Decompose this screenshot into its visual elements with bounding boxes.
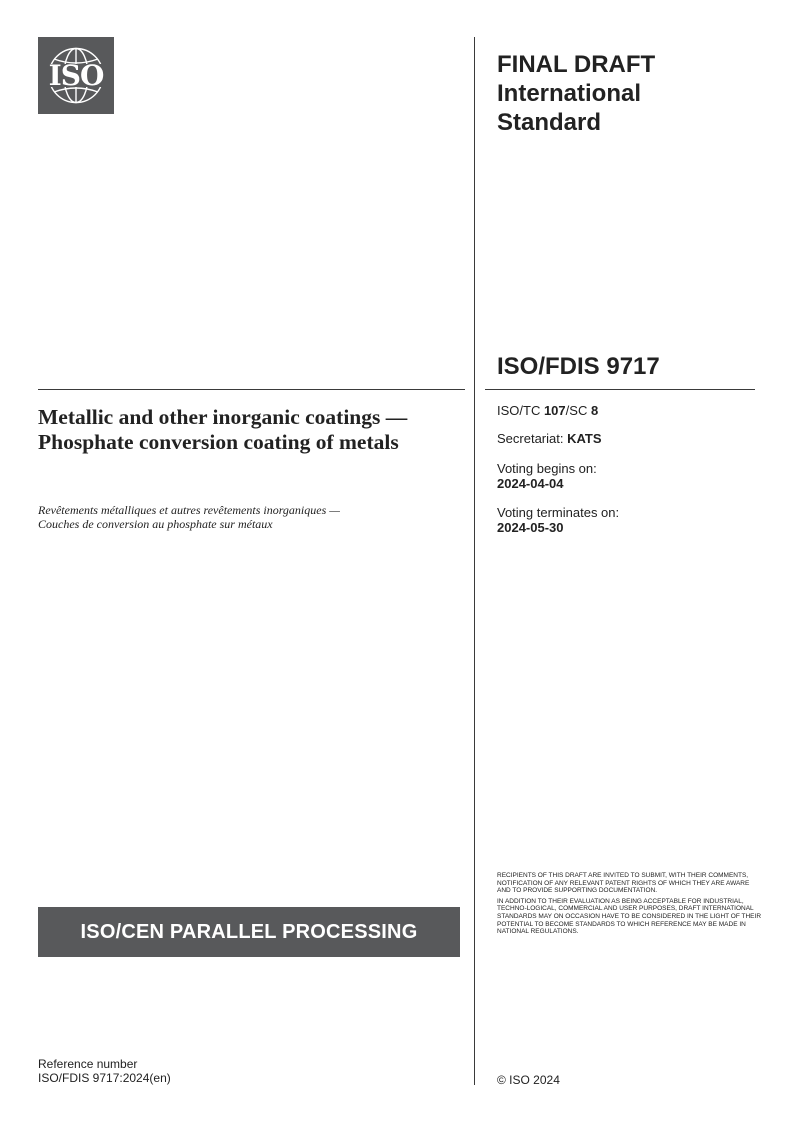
notice-paragraph-1: RECIPIENTS OF THIS DRAFT ARE INVITED TO SUBMIT, WITH THEIR COMMENTS, NOTIFICATION OF ANY RELEVANT PATENT RIGHTS OF WHICH THEY ARE AWARE AND TO PROVIDE SUPPORTING DOCUMENTATION. [497, 872, 750, 895]
horizontal-rule-left [38, 389, 465, 390]
reference-number [38, 1058, 171, 1085]
reference-value: ISO/FDIS 9717:2024(en) [38, 1070, 171, 1085]
voting-terminates-date: 2024-05-30 [497, 520, 564, 535]
logo-text: ISO [48, 59, 104, 92]
status-line-1: FINAL DRAFT [497, 51, 656, 78]
parallel-processing-banner: ISO/CEN PARALLEL PROCESSING [38, 907, 460, 957]
sc-number: 8 [590, 403, 599, 418]
voting-begins-date: 2024-04-04 [497, 476, 564, 491]
tc-number: 107 [543, 403, 566, 418]
title-french-line-2: Couches de conversion au phosphate sur métaux [38, 517, 273, 531]
horizontal-rule-right [485, 389, 755, 390]
secretariat-label: Secretariat: [497, 431, 568, 446]
tc-prefix: ISO/TC [497, 403, 544, 418]
copyright: © ISO 2024 [497, 1073, 560, 1087]
document-status [497, 50, 757, 137]
status-line-2: International [497, 80, 642, 107]
title-french [38, 503, 458, 531]
secretariat [497, 431, 602, 446]
vertical-divider [474, 37, 475, 1085]
title-french-line-1: Revêtements métalliques et autres revêtements inorganiques — [38, 503, 340, 517]
voting-terminates [497, 505, 619, 535]
voting-begins-label: Voting begins on: [497, 461, 597, 476]
sc-prefix: /SC [565, 403, 591, 418]
status-line-3: Standard [497, 109, 602, 136]
draft-notice [497, 872, 762, 939]
technical-committee [497, 403, 598, 418]
title-english: Metallic and other inorganic coatings — Phosphate conversion coating of metals [38, 405, 408, 454]
secretariat-value: KATS [567, 431, 602, 446]
document-number: ISO/FDIS 9717 [497, 353, 660, 380]
voting-terminates-label: Voting terminates on: [497, 505, 620, 520]
voting-begins [497, 461, 597, 491]
reference-label: Reference number [38, 1057, 138, 1071]
iso-logo [38, 37, 114, 114]
notice-paragraph-2: IN ADDITION TO THEIR EVALUATION AS BEING ACCEPTABLE FOR INDUSTRIAL, TECHNO-LOGICAL, COMMERCIAL AND USER PURPOSES, DRAFT INTERNATIONAL STANDARDS MAY ON OCCASION HAVE TO BE CONSIDERED IN THE LIGHT OF THEIR POTENTIAL TO BECOME STANDARDS TO WHICH REFERENCE MAY BE MADE IN NATIONAL REGULATIONS. [497, 897, 762, 936]
